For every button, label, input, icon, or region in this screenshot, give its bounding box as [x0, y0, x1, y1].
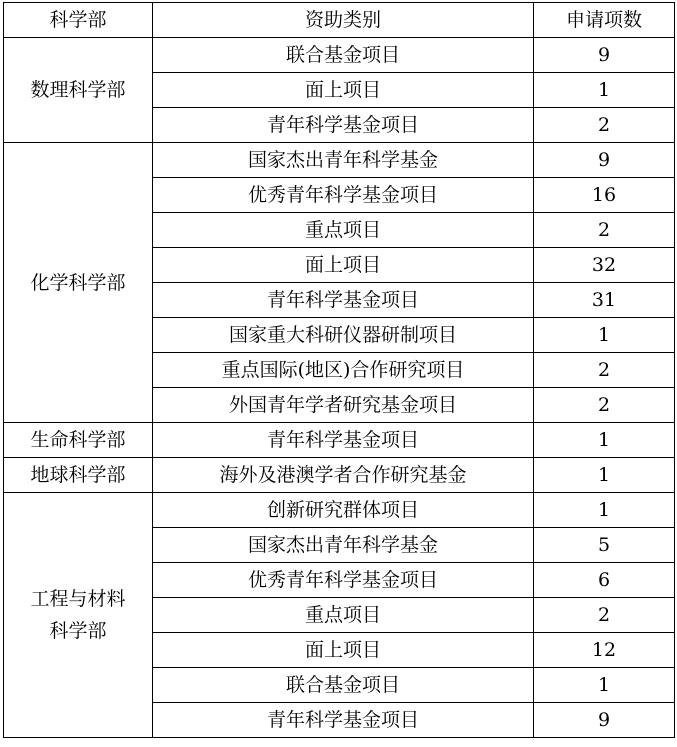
funding-type-cell: 海外及港澳学者合作研究基金 [153, 458, 534, 493]
funding-type-cell: 创新研究群体项目 [153, 493, 534, 528]
funding-type-cell: 优秀青年科学基金项目 [153, 178, 534, 213]
funding-type-cell: 青年科学基金项目 [153, 108, 534, 143]
header-department: 科学部 [4, 3, 153, 38]
table-row [4, 493, 675, 528]
funding-type-cell: 优秀青年科学基金项目 [153, 563, 534, 598]
funding-type-cell: 联合基金项目 [153, 668, 534, 703]
application-count-cell: 1 [534, 458, 675, 493]
funding-type-cell: 国家重大科研仪器研制项目 [153, 318, 534, 353]
application-count-cell: 2 [534, 353, 675, 388]
application-count-cell: 16 [534, 178, 675, 213]
department-cell [4, 38, 153, 143]
table-row [4, 143, 675, 178]
department-cell [4, 493, 153, 738]
funding-type-cell: 重点项目 [153, 598, 534, 633]
funding-type-cell: 面上项目 [153, 73, 534, 108]
application-count-cell: 6 [534, 563, 675, 598]
table-row [4, 458, 675, 493]
department-cell [4, 143, 153, 423]
table-body [4, 38, 675, 738]
application-count-cell: 5 [534, 528, 675, 563]
department-cell [4, 423, 153, 458]
application-count-cell: 2 [534, 108, 675, 143]
application-count-cell: 1 [534, 493, 675, 528]
header-row [4, 3, 675, 38]
application-count-cell: 9 [534, 38, 675, 73]
funding-type-cell: 面上项目 [153, 633, 534, 668]
application-count-cell: 31 [534, 283, 675, 318]
department-cell [4, 458, 153, 493]
department-name: 科学部 [49, 620, 107, 642]
table-row [4, 423, 675, 458]
application-count-cell: 1 [534, 668, 675, 703]
application-count-cell: 2 [534, 598, 675, 633]
department-name: 数理科学部 [30, 79, 126, 101]
application-count-cell: 12 [534, 633, 675, 668]
funding-type-cell: 外国青年学者研究基金项目 [153, 388, 534, 423]
application-count-cell: 1 [534, 318, 675, 353]
application-count-cell: 9 [534, 703, 675, 738]
funding-type-cell: 重点项目 [153, 213, 534, 248]
department-name: 工程与材料 [30, 588, 126, 610]
application-count-cell: 32 [534, 248, 675, 283]
funding-table [3, 2, 675, 738]
funding-type-cell: 国家杰出青年科学基金 [153, 143, 534, 178]
funding-type-cell: 青年科学基金项目 [153, 703, 534, 738]
department-name: 生命科学部 [30, 429, 126, 451]
funding-type-cell: 联合基金项目 [153, 38, 534, 73]
header-funding-type: 资助类别 [153, 3, 534, 38]
application-count-cell: 1 [534, 423, 675, 458]
funding-type-cell: 重点国际(地区)合作研究项目 [153, 353, 534, 388]
header-applications: 申请项数 [534, 3, 675, 38]
application-count-cell: 2 [534, 213, 675, 248]
table-row [4, 38, 675, 73]
department-name: 化学科学部 [30, 271, 126, 294]
department-name: 地球科学部 [30, 464, 126, 486]
funding-type-cell: 青年科学基金项目 [153, 283, 534, 318]
funding-type-cell: 国家杰出青年科学基金 [153, 528, 534, 563]
funding-type-cell: 面上项目 [153, 248, 534, 283]
application-count-cell: 9 [534, 143, 675, 178]
funding-type-cell: 青年科学基金项目 [153, 423, 534, 458]
application-count-cell: 1 [534, 73, 675, 108]
application-count-cell: 2 [534, 388, 675, 423]
